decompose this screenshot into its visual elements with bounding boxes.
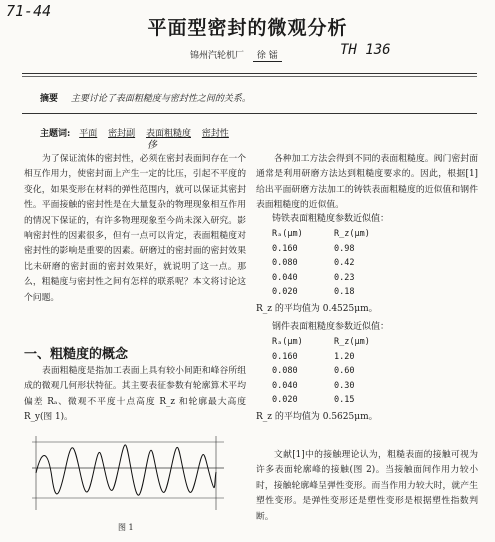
table-row	[272, 285, 370, 300]
divider-top-thin	[22, 76, 477, 77]
cast-iron-table	[272, 227, 370, 300]
cell-ra: 0.080	[272, 366, 298, 376]
cell-ra: 0.080	[272, 258, 298, 268]
steel-caption: 钢件表面粗糙度参数近似值：	[272, 322, 390, 332]
keyword-2: 密封副	[108, 129, 136, 139]
table-header	[272, 335, 370, 350]
table-header	[272, 227, 370, 242]
page-mark: 71-44	[6, 2, 52, 20]
affiliation: 锦州汽轮机厂	[190, 51, 245, 61]
page-title: 平面型密封的微观分析	[147, 17, 348, 39]
header-rz: R_z(μm)	[334, 229, 370, 239]
keyword-1: 平面	[79, 129, 98, 139]
right-intro-paragraph: 各种加工方法会得到不同的表面粗糙度。阀门密封面通常是利用研磨方法达到粗糙度要求的。因此，根据[1]给出平面研磨方法加工的铸铁表面粗糙度的近似值和钢件表面粗糙度的近似值。	[256, 154, 478, 211]
class-code: TH 136	[340, 42, 391, 58]
section-title: 一、粗糙度的概念	[24, 347, 129, 362]
cast-iron-caption: 铸铁表面粗糙度参数近似值：	[272, 214, 390, 224]
table-row	[272, 271, 370, 286]
abstract-label: 摘要	[40, 94, 59, 104]
keyword-3: 表面粗糙度	[145, 129, 191, 139]
cell-rz: 1.20	[334, 351, 355, 362]
header-ra: Rₐ(μm)	[272, 337, 303, 347]
table-row	[272, 364, 370, 379]
abstract	[40, 91, 251, 104]
divider-mid	[22, 113, 477, 114]
steel-average: R_z 的平均值为 0.5625μm。	[256, 412, 378, 422]
cell-ra: 0.160	[272, 351, 298, 362]
cell-ra: 0.040	[272, 380, 298, 391]
cell-rz: 0.15	[334, 395, 355, 405]
table-row	[272, 242, 370, 257]
keyword-4: 密封性	[201, 129, 229, 139]
cast-iron-average: R_z 的平均值为 0.4525μm。	[256, 304, 378, 314]
divider-top	[22, 73, 477, 74]
table-row	[272, 350, 370, 365]
hand-mark: 侈	[147, 140, 157, 151]
author: 徐 镭	[253, 48, 282, 62]
intro-paragraph: 为了保证流体的密封性，必须在密封表面间存在一个相互作用力，使密封面上产生一定的比压，引起不平度的变化，如果变形在材料的弹性范围内，就可以保证其密封性。平面接触的密封性是在大量复杂的物理现象相互作用的情况下保证的，有许多物理现象至今尚未深入研究。影响密封性的因素很多，但有一点可以肯定，表面粗糙度对密封性的影响是重要的因素。研磨过的密封面的密封效果比未研磨的密封面的密封效果好，就说明了这一点。那么，粗糙度与密封性之间有怎样的联系呢？本文将讨论这个问题。	[24, 154, 246, 303]
cell-rz: 0.42	[334, 258, 355, 268]
cell-ra: 0.160	[272, 243, 298, 254]
byline	[190, 48, 282, 62]
keywords-label: 主题词:	[40, 129, 71, 139]
cell-rz: 0.30	[334, 380, 355, 391]
section-paragraph: 表面粗糙度是指加工表面上具有较小间距和峰谷所组成的微观几何形状特征。其主要表征参数有轮廓算术平均偏差 Rₐ、微观不平度十点高度 R_z 和轮廓最大高度 R_y(图 1)。	[24, 366, 246, 423]
table-row	[272, 393, 370, 408]
steel-table	[272, 335, 370, 408]
table-row	[272, 379, 370, 394]
cell-ra: 0.040	[272, 272, 298, 283]
figure-profile-curve	[36, 445, 216, 495]
header-ra: Rₐ(μm)	[272, 229, 303, 239]
table-row	[272, 256, 370, 271]
cell-rz: 0.98	[334, 243, 355, 254]
cell-ra: 0.020	[272, 287, 298, 297]
contact-theory-paragraph: 文献[1]中的接触理论认为，粗糙表面的接触可视为许多表面轮廓峰的接触(图 2)。当接触面间作用力较小时，接触轮廓峰呈弹性变形。而当作用力较大时，就产生塑性变形。是弹性变形还是塑性变形是根据塑性指数判断。	[256, 450, 478, 522]
cell-rz: 0.18	[334, 287, 355, 297]
figure-caption: 图 1	[118, 523, 134, 532]
keywords	[40, 126, 233, 139]
abstract-text: 主要讨论了表面粗糙度与密封性之间的关系。	[70, 94, 251, 104]
header-rz: R_z(μm)	[334, 337, 370, 347]
cell-rz: 0.60	[334, 366, 355, 376]
cell-ra: 0.020	[272, 395, 298, 405]
roughness-profile-figure	[28, 428, 228, 520]
cell-rz: 0.23	[334, 272, 355, 283]
